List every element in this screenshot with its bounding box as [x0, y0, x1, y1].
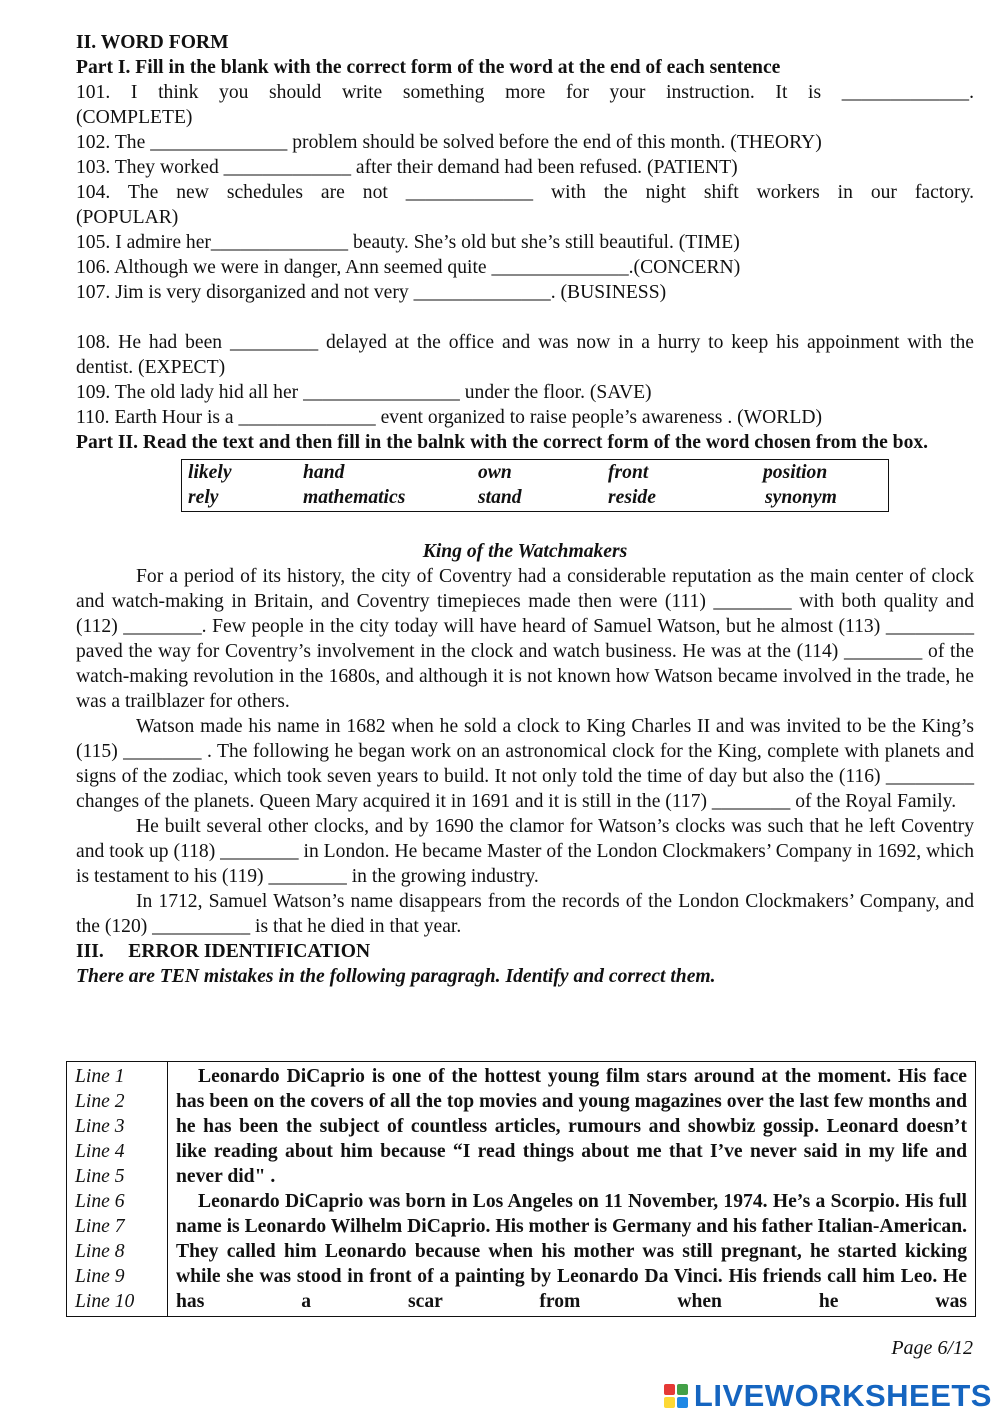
question-110: 110. Earth Hour is a ______________ event organized to raise people’s awareness . (WORLD) [76, 407, 822, 428]
question-102: 102. The ______________ problem should be solved before the end of this month. (THEORY) [76, 132, 822, 153]
word-box-row-1 [188, 460, 882, 485]
line-label: Line 1 [75, 1066, 125, 1087]
liveworksheets-logo [664, 1378, 992, 1414]
word-box-word: position [763, 462, 828, 483]
line-label: Line 7 [75, 1216, 125, 1237]
word-box-word: rely [188, 487, 219, 508]
word-box-word: stand [478, 487, 522, 508]
question-103: 103. They worked _____________ after their demand had been refused. (PATIENT) [76, 157, 738, 178]
word-box-word: own [478, 462, 512, 483]
line-label: Line 3 [75, 1116, 125, 1137]
word-box-word: synonym [765, 487, 837, 508]
reading-title: King of the Watchmakers [422, 541, 628, 562]
logo-square [664, 1397, 675, 1408]
question-106: 106. Although we were in danger, Ann seemed quite ______________.(CONCERN) [76, 257, 741, 278]
spacer [76, 305, 974, 330]
question-104-keyword: (POPULAR) [76, 207, 179, 228]
error-instruction: There are TEN mistakes in the following paragragh. Identify and correct them. [76, 966, 716, 987]
line-label: Line 9 [75, 1266, 125, 1287]
word-box [181, 459, 889, 512]
part1-title: Part I. Fill in the blank with the correct form of the word at the end of each sentence [76, 57, 781, 78]
reading-paragraph-1: For a period of its history, the city of Coventry had a considerable reputation as the main center of clock and watch-making in Britain, and Coventry timepieces made then were (111) ________ with both quality and (112) ________. Few people in the city today will have heard of Samuel Watson, but he almost (113) _________ paved the way for Coventry’s involvement in the clock and watch business. He was at the (114) ________ of the watch-making revolution in the 1680s, and although it is not known how Watson became involved in the trade, he was a trailblazer for others. [76, 566, 974, 712]
page-number: Page 6/12 [891, 1337, 973, 1359]
error-paragraph-2: Leonardo DiCaprio was born in Los Angeles on 11 November, 1974. He’s a Scorpio. His full name is Leonardo Wilhelm DiCaprio. His mother is Germany and his father Italian-American. They called him Leonardo because when his mother was still pregnant, he started kicking while she was stood in front of a painting by Leonardo Da Vinci. His friends call him Leo. He has a scar from when he was [176, 1191, 968, 1312]
question-101-keyword: (COMPLETE) [76, 107, 193, 128]
word-box-word: mathematics [303, 487, 406, 508]
question-108: 108. He had been _________ delayed at the office and was now in a hurry to keep his appoinment with the dentist. (EXPECT) [76, 332, 974, 378]
reading-paragraph-4: In 1712, Samuel Watson’s name disappears from the records of the London Clockmakers’ Company, and the (120) __________ is that he died in that year. [76, 891, 974, 937]
word-box-row-2 [188, 485, 882, 510]
line-label: Line 4 [75, 1141, 125, 1162]
error-section-title: III. ERROR IDENTIFICATION [76, 941, 371, 962]
logo-square [664, 1384, 675, 1395]
reading-paragraph-2: Watson made his name in 1682 when he sold a clock to King Charles II and was invited to be the King’s (115) ________ . The following he began work on an astronomical clock for the King, complete with planets and signs of the zodiac, which took seven years to build. It not only told the time of day but also the (116) _________ changes of the planets. Queen Mary acquired it in 1691 and it is still in the (117) ________ of the Royal Family. [76, 716, 974, 812]
error-paragraph-1: Leonardo DiCaprio is one of the hottest young film stars around at the moment. His face has been on the covers of all the top movies and young magazines over the last few months and he has been the subject of countless articles, rumours and showbiz gossip. Leonard doesn’t like reading about him because “I read things about me that I’ve never said in my life and never did" . [176, 1066, 967, 1187]
error-passage [168, 1062, 976, 1317]
line-labels [67, 1062, 168, 1317]
logo-grid-icon [664, 1384, 688, 1408]
word-box-word: likely [188, 462, 232, 483]
question-104: 104. The new schedules are not _____________ with the night shift workers in our factory. [76, 182, 974, 203]
reading-paragraph-3: He built several other clocks, and by 1690 the clamor for Watson’s clocks was such that he left Coventry and took up (118) ________ in London. He became Master of the London Clockmakers’ Company in 1692, which is testament to his (119) ________ in the growing industry. [76, 816, 974, 887]
question-109: 109. The old lady hid all her ________________ under the floor. (SAVE) [76, 382, 652, 403]
worksheet-page [76, 30, 974, 989]
question-101: 101. I think you should write something more for your instruction. It is _____________. [76, 82, 974, 103]
question-105: 105. I admire her______________ beauty. She’s old but she’s still beautiful. (TIME) [76, 232, 740, 253]
word-box-word: hand [303, 462, 345, 483]
logo-square [677, 1397, 688, 1408]
word-box-word: reside [608, 487, 656, 508]
logo-square [677, 1384, 688, 1395]
word-box-word: front [608, 462, 649, 483]
part2-title: Part II. Read the text and then fill in the balnk with the correct form of the word chosen from the box. [76, 432, 929, 453]
question-107: 107. Jim is very disorganized and not very ______________. (BUSINESS) [76, 282, 667, 303]
section-title: II. WORD FORM [76, 32, 229, 53]
line-label: Line 10 [75, 1291, 135, 1312]
line-label: Line 2 [75, 1091, 125, 1112]
line-label: Line 5 [75, 1166, 125, 1187]
error-table [66, 1061, 976, 1317]
brand-name: LIVEWORKSHEETS [693, 1378, 992, 1413]
line-label: Line 8 [75, 1241, 125, 1262]
line-label: Line 6 [75, 1191, 125, 1212]
